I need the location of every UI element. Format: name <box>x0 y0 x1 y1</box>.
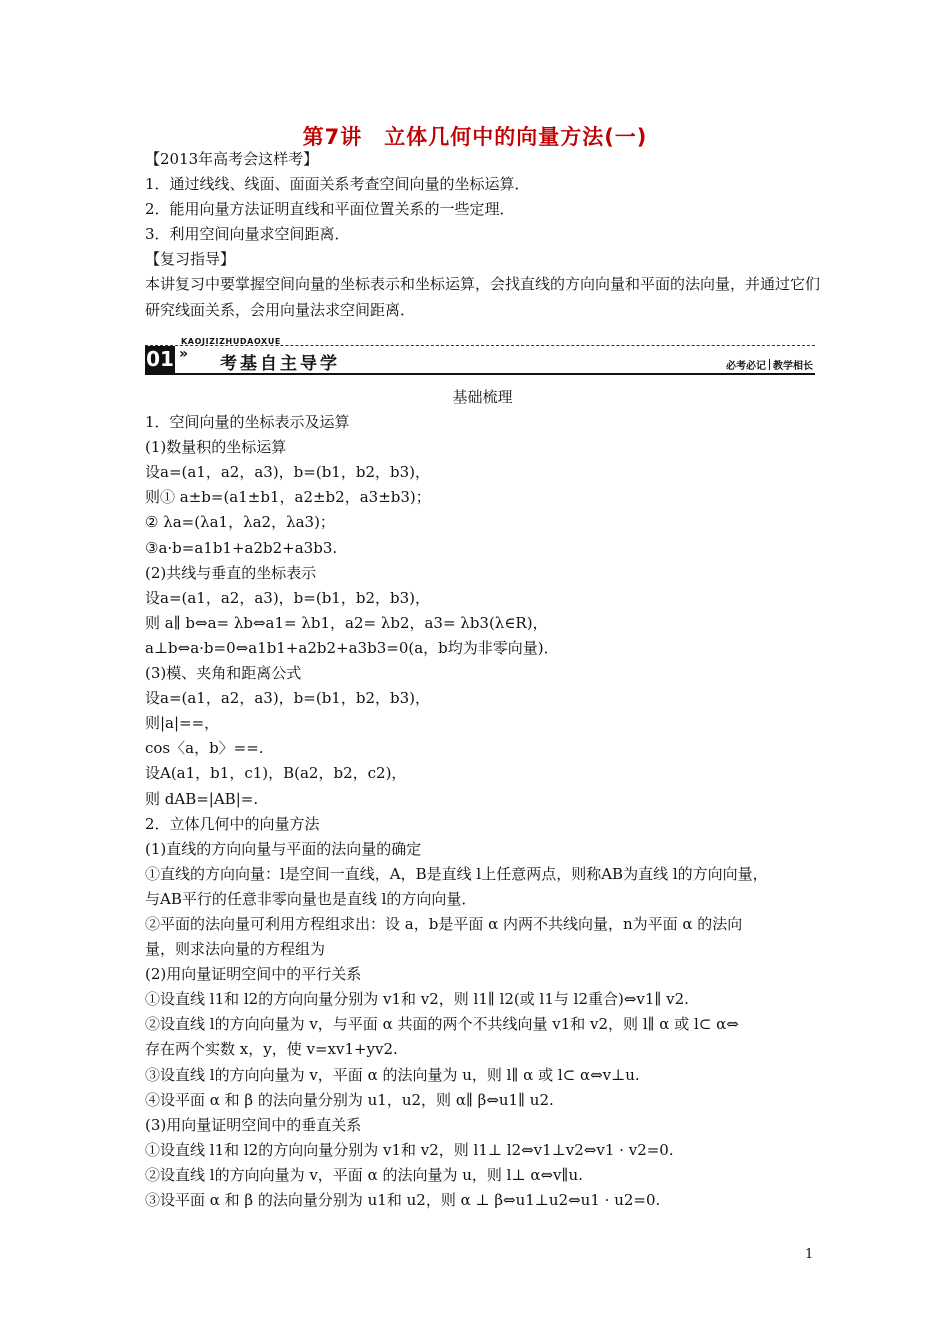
body-line: (2)用向量证明空间中的平行关系 <box>145 965 362 984</box>
body-line: 设a=(a1，a2，a3)，b=(b1，b2，b3)， <box>145 689 430 708</box>
body-line: 设a=(a1，a2，a3)，b=(b1，b2，b3)， <box>145 588 430 607</box>
banner-number-badge: 01 <box>146 347 174 371</box>
body-line: 则① a±b=(a1±b1，a2±b2，a3±b3)； <box>145 488 431 507</box>
banner-underline <box>145 373 815 375</box>
body-line: cos〈a，b〉==. <box>145 739 264 758</box>
body-line: ③设直线 l的方向向量为 v，平面 α 的法向量为 u，则 l∥ α 或 l⊂ α⇔v⊥u. <box>145 1065 640 1084</box>
body-line: 与AB平行的任意非零向量也是直线 l的方向向量． <box>145 889 477 908</box>
guide-paragraph: 本讲复习中要掌握空间向量的坐标表示和坐标运算，会找直线的方向向量和平面的法向量，并通过它们研究线面关系，会用向量法求空间距离． <box>145 275 821 319</box>
body-line: ② λa=(λa1，λa2，λa3)； <box>145 513 335 532</box>
exam-point-1: 1．通过线线、线面、面面关系考查空间向量的坐标运算． <box>145 175 530 194</box>
chevron-icon: » <box>179 346 189 362</box>
body-line: 设A(a1，b1，c1)，B(a2，b2，c2)， <box>145 764 407 783</box>
banner-tag-1: 必考必记 <box>726 361 766 372</box>
body-line: ③a·b=a1b1+a2b2+a3b3. <box>145 538 338 557</box>
body-line: (2)共线与垂直的坐标表示 <box>145 563 317 582</box>
exam-heading: 【2013年高考会这样考】 <box>145 150 319 168</box>
body-section <box>145 385 820 1213</box>
body-line: a⊥b⇔a·b=0⇔a1b1+a2b2+a3b3=0(a，b均为非零向量)． <box>145 638 559 657</box>
body-line: 存在两个实数 x，y，使 v=xv1+yv2. <box>145 1040 398 1059</box>
body-line: ①直线的方向向量：l是空间一直线，A，B是直线 l上任意两点，则称AB为直线 l的方向向量， <box>145 864 768 883</box>
body-line: ②平面的法向量可利用方程组求出：设 a，b是平面 α 内两不共线向量，n为平面 α 的法向 <box>145 914 743 933</box>
body-lines <box>145 410 820 1213</box>
body-line: 设a=(a1，a2，a3)，b=(b1，b2，b3)， <box>145 463 430 482</box>
exam-point-2: 2．能用向量方法证明直线和平面位置关系的一些定理． <box>145 200 515 219</box>
exam-point-3: 3．利用空间向量求空间距离． <box>145 225 350 244</box>
body-line: 则 dAB=|AB|=. <box>145 789 259 808</box>
banner-tags <box>726 357 813 372</box>
page-number: 1 <box>805 1247 814 1262</box>
body-line: ②设直线 l的方向向量为 v，平面 α 的法向量为 u，则 l⊥ α⇔v∥u. <box>145 1165 583 1184</box>
body-line: ①设直线 l1和 l2的方向向量分别为 v1和 v2，则 l1⊥ l2⇔v1⊥v2⇔v1 · v2=0. <box>145 1140 674 1159</box>
section-banner <box>145 337 815 377</box>
guide-heading: 【复习指导】 <box>145 250 236 269</box>
banner-tag-2: 教学相长 <box>773 361 813 372</box>
body-line: 则 a∥ b⇔a= λb⇔a1= λb1，a2= λb2，a3= λb3(λ∈R)， <box>145 613 548 632</box>
intro-section <box>145 147 820 323</box>
banner-pinyin: KAOJIZIZHUDAOXUE <box>181 337 281 346</box>
body-line: 1．空间向量的坐标表示及运算 <box>145 413 350 432</box>
section-heading: 基础梳理 <box>452 388 513 406</box>
body-line: ②设直线 l的方向向量为 v，与平面 α 共面的两个不共线向量 v1和 v2，则 l∥ α 或 l⊂ α⇔ <box>145 1015 739 1034</box>
body-line: ①设直线 l1和 l2的方向向量分别为 v1和 v2，则 l1∥ l2(或 l1与 l2重合)⇔v1∥ v2. <box>145 990 689 1009</box>
body-line: (3)用向量证明空间中的垂直关系 <box>145 1115 362 1134</box>
body-line: (3)模、夹角和距离公式 <box>145 664 302 683</box>
body-line: 则|a|==， <box>145 714 220 733</box>
body-line: (1)数量积的坐标运算 <box>145 438 287 457</box>
body-line: ③设平面 α 和 β 的法向量分别为 u1和 u2，则 α ⊥ β⇔u1⊥u2⇔u1 · u2=0. <box>145 1191 661 1209</box>
page-title: 第7讲 立体几何中的向量方法(一) <box>302 125 648 149</box>
body-line: 2．立体几何中的向量方法 <box>145 814 320 833</box>
body-line: ④设平面 α 和 β 的法向量分别为 u1，u2，则 α∥ β⇔u1∥ u2. <box>145 1090 554 1109</box>
banner-title: 考基自主导学 <box>220 354 340 374</box>
body-line: 量，则求法向量的方程组为 <box>145 940 326 959</box>
body-line: (1)直线的方向向量与平面的法向量的确定 <box>145 839 422 858</box>
tag-divider <box>769 359 770 370</box>
